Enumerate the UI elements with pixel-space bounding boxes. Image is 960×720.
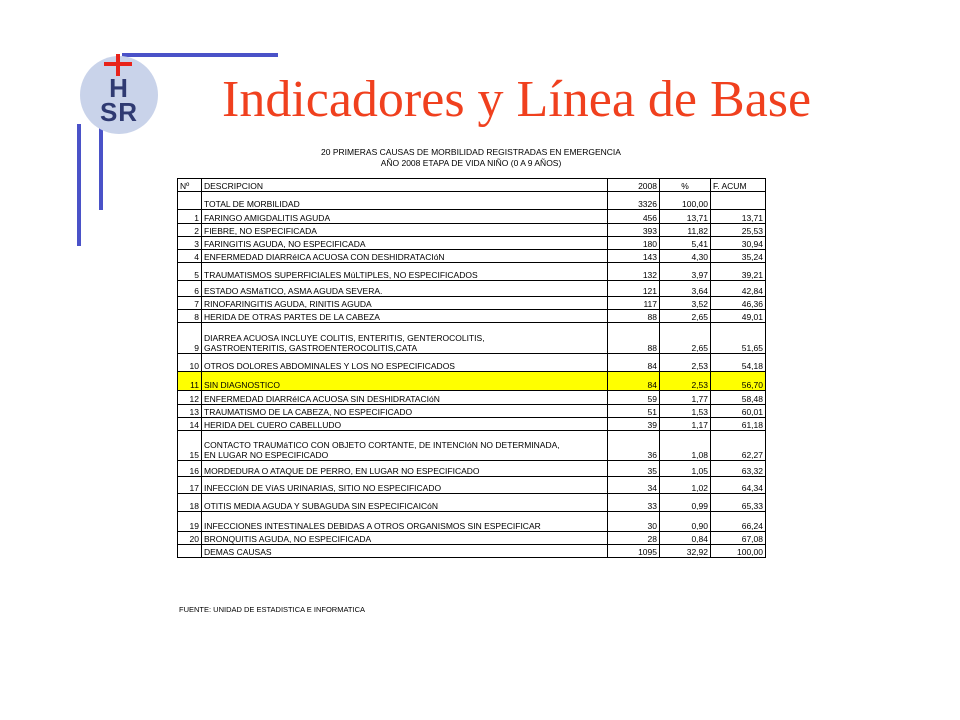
total-count: 3326 bbox=[608, 192, 660, 210]
row-percent: 2,53 bbox=[660, 372, 711, 391]
table-row bbox=[178, 237, 766, 250]
table-caption-line2: AÑO 2008 ETAPA DE VIDA NIÑO (0 A 9 AÑOS) bbox=[380, 158, 562, 168]
header-percent: % bbox=[660, 179, 711, 192]
row-description: ENFERMEDAD DIARRéICA ACUOSA CON DESHIDRATACIóN bbox=[202, 250, 608, 263]
table-row bbox=[178, 405, 766, 418]
row-percent: 4,30 bbox=[660, 250, 711, 263]
row-percent: 3,97 bbox=[660, 263, 711, 281]
row-percent: 3,64 bbox=[660, 281, 711, 297]
row-count: 143 bbox=[608, 250, 660, 263]
row-acum: 25,53 bbox=[711, 224, 766, 237]
table-row bbox=[178, 250, 766, 263]
header-year: 2008 bbox=[608, 179, 660, 192]
row-percent: 1,17 bbox=[660, 418, 711, 431]
row-description: FIEBRE, NO ESPECIFICADA bbox=[202, 224, 608, 237]
table-row bbox=[178, 224, 766, 237]
row-number: 1 bbox=[178, 210, 202, 224]
row-description: SIN DIAGNOSTICO bbox=[202, 372, 608, 391]
table-row bbox=[178, 297, 766, 310]
other-description: DEMAS CAUSAS bbox=[202, 545, 608, 558]
row-percent: 3,52 bbox=[660, 297, 711, 310]
row-acum: 42,84 bbox=[711, 281, 766, 297]
row-count: 84 bbox=[608, 354, 660, 372]
row-count: 59 bbox=[608, 391, 660, 405]
table-row bbox=[178, 354, 766, 372]
row-percent: 1,02 bbox=[660, 477, 711, 494]
row-acum: 65,33 bbox=[711, 494, 766, 512]
row-acum: 35,24 bbox=[711, 250, 766, 263]
table-caption-line1: 20 PRIMERAS CAUSAS DE MORBILIDAD REGISTRADAS EN EMERGENCIA bbox=[321, 147, 621, 157]
row-percent: 13,71 bbox=[660, 210, 711, 224]
row-count: 180 bbox=[608, 237, 660, 250]
row-description: TRAUMATISMO DE LA CABEZA, NO ESPECIFICADO bbox=[202, 405, 608, 418]
total-acum bbox=[711, 192, 766, 210]
row-count: 132 bbox=[608, 263, 660, 281]
header-acum: F. ACUM bbox=[711, 179, 766, 192]
table-row bbox=[178, 310, 766, 323]
row-percent: 2,53 bbox=[660, 354, 711, 372]
row-count: 84 bbox=[608, 372, 660, 391]
row-acum: 66,24 bbox=[711, 512, 766, 532]
row-description: RINOFARINGITIS AGUDA, RINITIS AGUDA bbox=[202, 297, 608, 310]
row-acum: 56,70 bbox=[711, 372, 766, 391]
row-acum: 63,32 bbox=[711, 461, 766, 477]
logo-text-bottom: SR bbox=[99, 97, 139, 127]
row-number: 14 bbox=[178, 418, 202, 431]
row-count: 35 bbox=[608, 461, 660, 477]
row-percent: 5,41 bbox=[660, 237, 711, 250]
row-acum: 64,34 bbox=[711, 477, 766, 494]
row-description: INFECCIONES INTESTINALES DEBIDAS A OTROS ORGANISMOS SIN ESPECIFICAR bbox=[202, 512, 608, 532]
morbidity-table bbox=[177, 178, 766, 558]
row-description: HERIDA DE OTRAS PARTES DE LA CABEZA bbox=[202, 310, 608, 323]
table-row bbox=[178, 431, 766, 461]
row-number: 13 bbox=[178, 405, 202, 418]
row-count: 456 bbox=[608, 210, 660, 224]
table-row bbox=[178, 461, 766, 477]
other-n bbox=[178, 545, 202, 558]
row-number: 2 bbox=[178, 224, 202, 237]
other-count: 1095 bbox=[608, 545, 660, 558]
table-other-row bbox=[178, 545, 766, 558]
row-number: 12 bbox=[178, 391, 202, 405]
row-description-line1: CONTACTO TRAUMáTICO CON OBJETO CORTANTE, DE INTENCIóN NO DETERMINADA, bbox=[204, 440, 560, 450]
row-description: ENFERMEDAD DIARRéICA ACUOSA SIN DESHIDRATACIóN bbox=[202, 391, 608, 405]
table-row bbox=[178, 418, 766, 431]
table-row bbox=[178, 532, 766, 545]
row-percent: 1,53 bbox=[660, 405, 711, 418]
row-percent: 0,99 bbox=[660, 494, 711, 512]
row-percent: 1,77 bbox=[660, 391, 711, 405]
row-number: 4 bbox=[178, 250, 202, 263]
row-count: 39 bbox=[608, 418, 660, 431]
table-row bbox=[178, 263, 766, 281]
row-acum: 62,27 bbox=[711, 431, 766, 461]
row-count: 33 bbox=[608, 494, 660, 512]
row-number: 8 bbox=[178, 310, 202, 323]
row-acum: 54,18 bbox=[711, 354, 766, 372]
row-number: 3 bbox=[178, 237, 202, 250]
row-description-line2: EN LUGAR NO ESPECIFICADO bbox=[204, 450, 329, 460]
row-acum: 51,65 bbox=[711, 323, 766, 354]
row-number: 18 bbox=[178, 494, 202, 512]
table-source-note: FUENTE: UNIDAD DE ESTADISTICA E INFORMATICA bbox=[179, 605, 365, 614]
row-percent: 0,84 bbox=[660, 532, 711, 545]
table-header-row bbox=[178, 179, 766, 192]
row-count: 117 bbox=[608, 297, 660, 310]
row-number: 19 bbox=[178, 512, 202, 532]
row-description-line1: DIARREA ACUOSA INCLUYE COLITIS, ENTERITIS, GENTEROCOLITIS, bbox=[204, 333, 485, 343]
row-count: 36 bbox=[608, 431, 660, 461]
row-count: 88 bbox=[608, 310, 660, 323]
table-row bbox=[178, 477, 766, 494]
row-number: 6 bbox=[178, 281, 202, 297]
row-acum: 30,94 bbox=[711, 237, 766, 250]
row-percent: 11,82 bbox=[660, 224, 711, 237]
row-number: 17 bbox=[178, 477, 202, 494]
row-count: 34 bbox=[608, 477, 660, 494]
row-description: FARINGO AMIGDALITIS AGUDA bbox=[202, 210, 608, 224]
row-number: 20 bbox=[178, 532, 202, 545]
row-percent: 0,90 bbox=[660, 512, 711, 532]
row-description: BRONQUITIS AGUDA, NO ESPECIFICADA bbox=[202, 532, 608, 545]
row-description: ESTADO ASMáTICO, ASMA AGUDA SEVERA. bbox=[202, 281, 608, 297]
row-count: 393 bbox=[608, 224, 660, 237]
table-row bbox=[178, 210, 766, 224]
hospital-logo bbox=[80, 56, 158, 134]
total-n bbox=[178, 192, 202, 210]
table-row bbox=[178, 323, 766, 354]
table-row bbox=[178, 512, 766, 532]
row-number: 5 bbox=[178, 263, 202, 281]
row-count: 121 bbox=[608, 281, 660, 297]
row-acum: 60,01 bbox=[711, 405, 766, 418]
row-count: 30 bbox=[608, 512, 660, 532]
row-description bbox=[202, 323, 608, 354]
total-description: TOTAL DE MORBILIDAD bbox=[202, 192, 608, 210]
row-acum: 13,71 bbox=[711, 210, 766, 224]
header-n: Nº bbox=[178, 179, 202, 192]
row-description: TRAUMATISMOS SUPERFICIALES MúLTIPLES, NO ESPECIFICADOS bbox=[202, 263, 608, 281]
table-total-row bbox=[178, 192, 766, 210]
row-percent: 1,08 bbox=[660, 431, 711, 461]
slide-title: Indicadores y Línea de Base bbox=[222, 71, 812, 128]
header-description: DESCRIPCION bbox=[202, 179, 608, 192]
row-description: OTITIS MEDIA AGUDA Y SUBAGUDA SIN ESPECIFICAICóN bbox=[202, 494, 608, 512]
row-count: 51 bbox=[608, 405, 660, 418]
table-row bbox=[178, 391, 766, 405]
row-description-line2: GASTROENTERITIS, GASTROENTEROCOLITIS,CATA bbox=[204, 343, 418, 353]
row-number: 9 bbox=[178, 323, 202, 354]
row-description: INFECCIóN DE VíAS URINARIAS, SITIO NO ESPECIFICADO bbox=[202, 477, 608, 494]
row-acum: 46,36 bbox=[711, 297, 766, 310]
row-description bbox=[202, 431, 608, 461]
row-acum: 49,01 bbox=[711, 310, 766, 323]
decor-bar-left bbox=[77, 124, 81, 246]
other-percent: 32,92 bbox=[660, 545, 711, 558]
table-row bbox=[178, 372, 766, 391]
row-count: 28 bbox=[608, 532, 660, 545]
row-percent: 2,65 bbox=[660, 323, 711, 354]
row-acum: 58,48 bbox=[711, 391, 766, 405]
row-acum: 39,21 bbox=[711, 263, 766, 281]
row-acum: 67,08 bbox=[711, 532, 766, 545]
row-description: FARINGITIS AGUDA, NO ESPECIFICADA bbox=[202, 237, 608, 250]
row-percent: 2,65 bbox=[660, 310, 711, 323]
row-description: HERIDA DEL CUERO CABELLUDO bbox=[202, 418, 608, 431]
row-number: 7 bbox=[178, 297, 202, 310]
row-description: MORDEDURA O ATAQUE DE PERRO, EN LUGAR NO ESPECIFICADO bbox=[202, 461, 608, 477]
row-percent: 1,05 bbox=[660, 461, 711, 477]
total-percent: 100,00 bbox=[660, 192, 711, 210]
other-acum: 100,00 bbox=[711, 545, 766, 558]
row-number: 16 bbox=[178, 461, 202, 477]
logo-letters bbox=[80, 70, 158, 127]
row-count: 88 bbox=[608, 323, 660, 354]
row-number: 10 bbox=[178, 354, 202, 372]
row-number: 11 bbox=[178, 372, 202, 391]
row-acum: 61,18 bbox=[711, 418, 766, 431]
table-row bbox=[178, 494, 766, 512]
table-row bbox=[178, 281, 766, 297]
row-description: OTROS DOLORES ABDOMINALES Y LOS NO ESPECIFICADOS bbox=[202, 354, 608, 372]
logo-text-top: H bbox=[109, 73, 129, 103]
row-number: 15 bbox=[178, 431, 202, 461]
